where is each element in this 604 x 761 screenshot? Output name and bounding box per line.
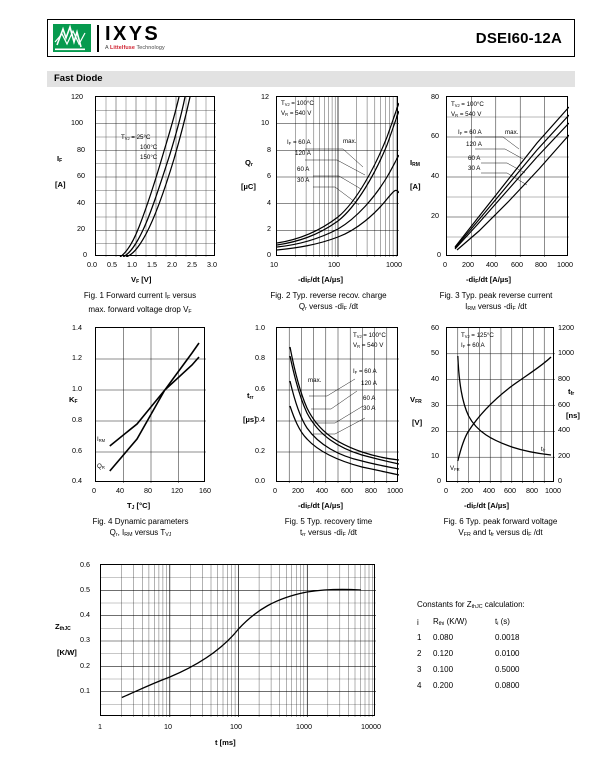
fig3-ytick-0: 0 [437, 250, 441, 259]
fig2-curve-label-max: max. [343, 138, 357, 145]
fig1-xtick-5: 2.5 [187, 260, 197, 269]
fig7-ytick-0: 0.1 [80, 686, 90, 695]
fig2-ytick-5: 10 [261, 118, 269, 127]
figure-5 [243, 323, 413, 539]
fig4-xtick-1: 40 [116, 486, 124, 495]
cell-rth: 0.120 [433, 649, 454, 659]
fig2-xtick-0: 10 [270, 260, 278, 269]
fig2-ylabel: $Q_r$ [245, 158, 253, 169]
ixys-logo-icon [53, 24, 91, 52]
figure-1 [55, 92, 225, 316]
fig6-ytick-1: 10 [431, 451, 439, 460]
fig6-y2tick-6: 1200 [558, 323, 574, 332]
fig6-curve-label-tfr: $t_{fr}$ [541, 446, 546, 453]
fig6-ytick-3: 30 [431, 400, 439, 409]
fig6-xlabel: $-di_F/dt$ [A/µs] [464, 501, 509, 512]
fig4-ytick-1: 0.6 [72, 446, 82, 455]
col-header-i: i [417, 617, 419, 627]
fig3-curve-label-0: $I_F = 60$ A [458, 129, 482, 136]
fig1-xtick-1: 0.5 [107, 260, 117, 269]
fig5-cond-tvj: $T_{VJ} = 100^\circ C$ [353, 332, 386, 339]
figure-2 [241, 92, 413, 313]
fig3-xtick-1: 200 [462, 260, 474, 269]
fig4-xtick-4: 160 [199, 486, 211, 495]
fig6-y2tick-3: 600 [558, 400, 570, 409]
fig5-curve-label-0: $I_F = 60$ A [353, 368, 377, 375]
figure-7 [55, 560, 385, 760]
fig2-ytick-0: 0 [267, 250, 271, 259]
table-row [417, 633, 555, 649]
fig1-ytick-4: 80 [77, 145, 85, 154]
fig6-ytick-6: 60 [431, 323, 439, 332]
figure-4 [55, 323, 225, 539]
fig6-cond-if: $I_F = 60$ A [461, 342, 485, 349]
fig2-cond-tvj: $T_{VJ} = 100^\circ C$ [281, 100, 314, 107]
fig5-caption: Fig. 5 Typ. recovery time $t_{rr}$ versus $-di_F$ /dt [284, 517, 373, 539]
fig1-ytick-2: 40 [77, 198, 85, 207]
cell-rth: 0.080 [433, 633, 454, 643]
fig6-xtick-3: 600 [504, 486, 516, 495]
constants-title: Constants for $Z_{thJC}$ calculation: [417, 600, 525, 611]
table-row [417, 649, 555, 665]
figure-3 [408, 92, 583, 313]
fig7-xtick-4: 10000 [361, 722, 381, 731]
fig6-y2unit: [ns] [566, 411, 580, 420]
fig7-ytick-1: 0.2 [80, 661, 90, 670]
fig4-curve-label-qr: $Q_R$ [97, 463, 105, 470]
fig4-ytick-3: 1.0 [72, 384, 82, 393]
fig3-cond-vr: $V_R = 540$ V [451, 111, 482, 118]
fig2-xlabel: $-di_F/dt$ [A/µs] [298, 275, 343, 286]
fig5-ytick-1: 0.2 [255, 446, 265, 455]
fig1-xtick-2: 1.0 [127, 260, 137, 269]
fig3-ytick-1: 20 [431, 211, 439, 220]
fig6-xtick-0: 0 [444, 486, 448, 495]
fig5-curve-label-2: 60 A [363, 395, 376, 402]
fig1-ytick-1: 20 [77, 224, 85, 233]
fig5-ylabel: $t_{rr}$ [247, 391, 254, 402]
brand-tagline: A Littelfuse Technology [105, 45, 165, 52]
fig3-ytick-3: 60 [431, 131, 439, 140]
fig7-xlabel: t [ms] [215, 738, 236, 747]
fig4-caption: Fig. 4 Dynamic parameters $Q_r$, $I_{RM}$ versus $T_{VJ}$ [92, 517, 189, 539]
fig7-ytick-5: 0.6 [80, 560, 90, 569]
fig2-ytick-4: 8 [267, 145, 271, 154]
fig6-xtick-1: 200 [461, 486, 473, 495]
fig3-curve-label-max: max. [505, 129, 519, 136]
fig5-ytick-2: 0.4 [255, 415, 265, 424]
fig6-plot [446, 327, 554, 482]
fig1-ytick-5: 100 [71, 118, 83, 127]
cell-index: 2 [417, 649, 422, 659]
cell-t: 0.0100 [495, 649, 520, 659]
fig1-xtick-3: 1.5 [147, 260, 157, 269]
fig6-ytick-0: 0 [437, 476, 441, 485]
fig6-ylabel: $V_{FR}$ [410, 395, 422, 406]
cell-index: 3 [417, 665, 422, 675]
fig3-ytick-4: 80 [431, 92, 439, 101]
fig5-ytick-0: 0.0 [255, 476, 265, 485]
page-header [47, 19, 575, 57]
fig3-xtick-5: 1000 [557, 260, 573, 269]
fig2-xtick-1: 100 [328, 260, 340, 269]
cell-t: 0.0800 [495, 681, 520, 691]
fig3-xlabel: $-di_F/dt$ [A/µs] [466, 275, 511, 286]
fig2-ytick-3: 6 [267, 171, 271, 180]
fig6-y2tick-4: 800 [558, 374, 570, 383]
fig5-xtick-3: 600 [341, 486, 353, 495]
fig1-caption: Fig. 1 Forward current $I_F$ versus max. forward voltage drop $V_F$ [83, 291, 197, 316]
fig1-ylabel: $I_F$ [57, 154, 63, 165]
fig2-curve-label-3: 30 A [297, 177, 310, 184]
fig2-ytick-1: 2 [267, 224, 271, 233]
fig1-annotation-25c: $T_{VJ} = 25^\circ C$ [121, 134, 151, 141]
fig4-ytick-4: 1.2 [72, 353, 82, 362]
fig4-xtick-3: 120 [171, 486, 183, 495]
fig3-plot [446, 96, 568, 256]
fig1-xtick-0: 0.0 [87, 260, 97, 269]
cell-rth: 0.100 [433, 665, 454, 675]
figure-6 [408, 323, 588, 539]
fig4-xtick-2: 80 [144, 486, 152, 495]
fig5-curve-label-1: 120 A [361, 380, 377, 387]
fig4-ytick-2: 0.8 [72, 415, 82, 424]
fig4-xlabel: $T_J$ [°C] [127, 501, 151, 512]
constants-block [417, 600, 555, 697]
fig6-y2label: $t_{fr}$ [568, 387, 575, 398]
fig1-xtick-4: 2.0 [167, 260, 177, 269]
cell-index: 4 [417, 681, 422, 691]
fig4-ytick-0: 0.4 [72, 476, 82, 485]
fig6-caption: Fig. 6 Typ. peak forward voltage $V_{FR}$ and $t_{fr}$ versus $di_F$ /dt [443, 517, 558, 539]
fig6-ytick-5: 50 [431, 348, 439, 357]
fig3-ytick-2: 40 [431, 171, 439, 180]
cell-t: 0.5000 [495, 665, 520, 675]
fig1-xlabel: $V_F$ [V] [131, 275, 152, 286]
fig5-curve-label-max: max. [308, 377, 322, 384]
fig6-curve-label-vfr: $V_{FR}$ [450, 465, 460, 472]
table-row [417, 665, 555, 681]
fig5-ytick-5: 1.0 [255, 323, 265, 332]
fig1-yunit: [A] [55, 180, 66, 189]
section-band [47, 71, 575, 87]
fig2-plot [276, 96, 398, 256]
fig2-xtick-2: 1000 [386, 260, 402, 269]
fig6-xtick-4: 800 [526, 486, 538, 495]
fig5-curve-label-3: 30 A [363, 405, 376, 412]
fig5-xtick-0: 0 [273, 486, 277, 495]
fig7-ytick-4: 0.5 [80, 585, 90, 594]
fig5-xlabel: $-di_F/dt$ [A/µs] [298, 501, 343, 512]
fig3-caption: Fig. 3 Typ. peak reverse current $I_{RM}$ versus $-di_F$ /dt [439, 291, 553, 313]
col-header-t: $t_i$ (s) [495, 617, 510, 628]
table-row [417, 681, 555, 697]
fig3-curve-label-3: 30 A [468, 165, 481, 172]
fig3-xtick-3: 600 [511, 260, 523, 269]
fig6-xtick-5: 1000 [545, 486, 561, 495]
cell-rth: 0.200 [433, 681, 454, 691]
fig4-ytick-5: 1.4 [72, 323, 82, 332]
part-number: DSEI60-12A [475, 29, 562, 47]
fig2-curve-label-0: $I_F = 60$ A [287, 139, 311, 146]
fig5-plot [276, 327, 398, 482]
fig1-annotation-100c: 100°C [140, 144, 158, 151]
fig1-xtick-6: 3.0 [207, 260, 217, 269]
fig3-ylabel: $I_{RM}$ [410, 158, 420, 169]
fig5-ytick-3: 0.6 [255, 384, 265, 393]
fig7-ytick-2: 0.3 [80, 635, 90, 644]
fig6-y2tick-1: 200 [558, 451, 570, 460]
fig6-ytick-2: 20 [431, 425, 439, 434]
fig5-yunit: [µs] [243, 415, 257, 424]
fig3-curve-label-1: 120 A [466, 141, 482, 148]
fig4-ylabel: $K_F$ [69, 395, 78, 406]
fig3-xtick-4: 800 [535, 260, 547, 269]
cell-t: 0.0018 [495, 633, 520, 643]
fig6-ytick-4: 40 [431, 374, 439, 383]
brand-name: IXYS [105, 23, 161, 46]
fig3-yunit: [A] [410, 182, 421, 191]
fig1-ytick-0: 0 [83, 250, 87, 259]
brand-text [105, 24, 165, 51]
fig7-xtick-3: 1000 [296, 722, 312, 731]
fig2-yunit: [µC] [241, 182, 256, 191]
fig7-yunit: [K/W] [57, 648, 77, 657]
fig7-xtick-0: 1 [98, 722, 102, 731]
fig2-cond-vr: $V_R = 540$ V [281, 110, 312, 117]
fig1-plot [95, 96, 215, 256]
fig6-y2tick-5: 1000 [558, 348, 574, 357]
fig6-yunit: [V] [412, 418, 423, 427]
fig5-xtick-2: 400 [316, 486, 328, 495]
fig4-curve-label-irm: $I_{RM}$ [97, 436, 106, 443]
table-header-row [417, 617, 555, 633]
fig1-ytick-3: 60 [77, 171, 85, 180]
fig2-curve-label-1: 120 A [295, 150, 311, 157]
fig5-xtick-4: 800 [365, 486, 377, 495]
fig5-xtick-1: 200 [292, 486, 304, 495]
fig5-ytick-4: 0.8 [255, 353, 265, 362]
fig6-y2tick-2: 400 [558, 425, 570, 434]
fig3-xtick-0: 0 [443, 260, 447, 269]
fig1-annotation-150c: 150°C [140, 154, 158, 161]
fig2-caption: Fig. 2 Typ. reverse recov. charge $Q_r$ versus $-di_F$ /dt [270, 291, 387, 313]
fig2-ytick-6: 12 [261, 92, 269, 101]
fig2-ytick-2: 4 [267, 198, 271, 207]
section-title: Fast Diode [54, 73, 103, 84]
fig5-cond-vr: $V_R = 540$ V [353, 342, 384, 349]
col-header-rth: $R_{thi}$ (K/W) [433, 617, 468, 628]
fig3-curve-label-2: 60 A [468, 155, 481, 162]
fig6-xtick-2: 400 [483, 486, 495, 495]
fig7-xtick-2: 100 [230, 722, 242, 731]
logo-divider [97, 25, 99, 52]
fig4-plot [95, 327, 205, 482]
fig3-xtick-2: 400 [486, 260, 498, 269]
fig5-xtick-5: 1000 [387, 486, 403, 495]
fig7-plot [100, 564, 375, 716]
fig6-y2tick-0: 0 [558, 476, 562, 485]
fig2-curve-label-2: 60 A [297, 166, 310, 173]
cell-index: 1 [417, 633, 422, 643]
fig7-xtick-1: 10 [164, 722, 172, 731]
fig4-xtick-0: 0 [92, 486, 96, 495]
fig6-cond-tvj: $T_{VJ} = 125^\circ C$ [461, 332, 494, 339]
fig7-ytick-3: 0.4 [80, 610, 90, 619]
fig3-cond-tvj: $T_{VJ} = 100^\circ C$ [451, 101, 484, 108]
fig7-ylabel: $Z_{thJC}$ [55, 622, 71, 633]
fig1-ytick-6: 120 [71, 92, 83, 101]
constants-table [417, 617, 555, 697]
